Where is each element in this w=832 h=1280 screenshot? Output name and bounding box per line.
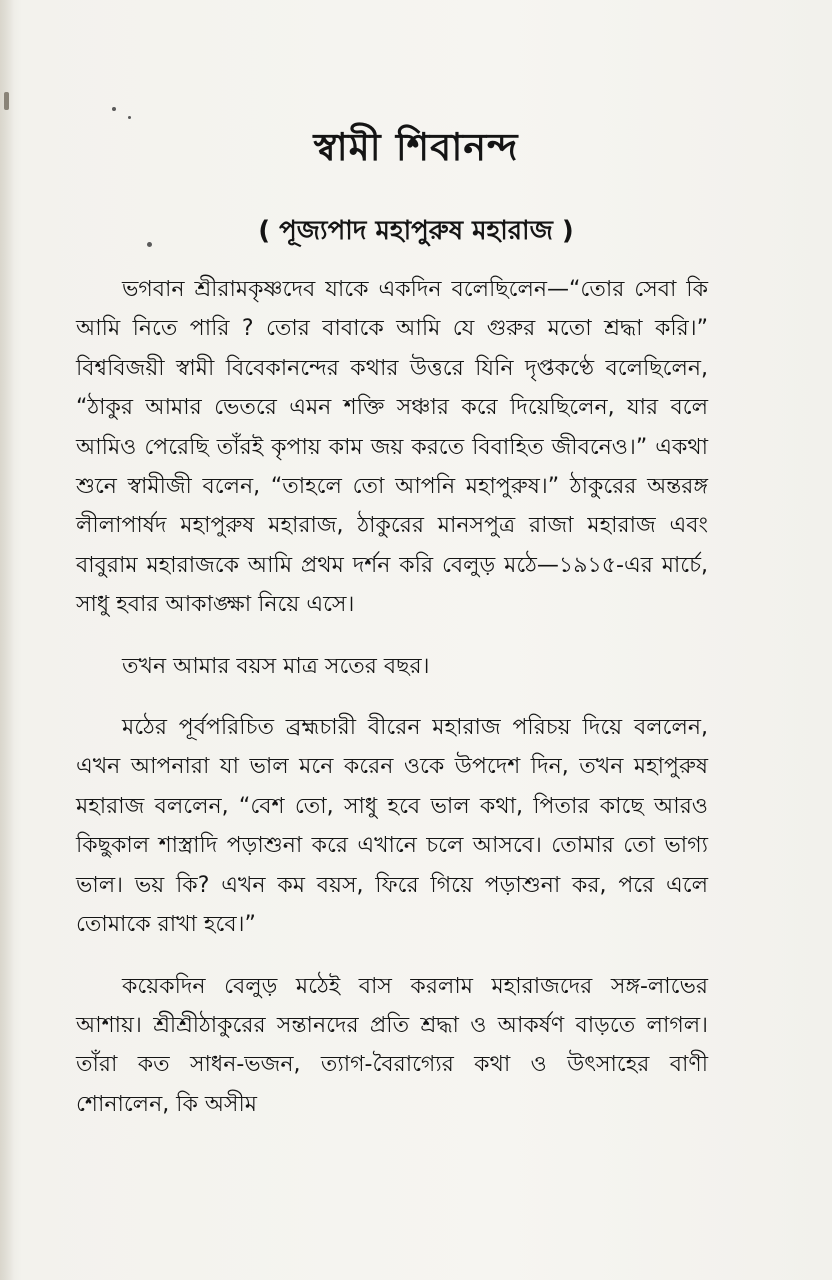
paragraph: ভগবান শ্রীরামকৃষ্ণদেব যাকে একদিন বলেছিলেন—“তোর সেবা কি আমি নিতে পারি ? তোর বাবাকে আমি যে গুরুর মতো শ্রদ্ধা করি।” বিশ্ববিজয়ী স্বামী বিবেকানন্দের কথার উত্তরে যিনি দৃপ্তকণ্ঠে বলেছিলেন, “ঠাকুর আমার ভেতরে এমন শক্তি সঞ্চার করে দিয়েছিলেন, যার বলে আমিও পেরেছি তাঁরই কৃপায় কাম জয় করতে বিবাহিত জীবনেও।” একথা শুনে স্বামীজী বলেন, “তাহলে তো আপনি মহাপুরুষ।” ঠাকুরের অন্তরঙ্গ লীলাপার্ষদ মহাপুরুষ মহারাজ, ঠাকুরের মানসপুত্র রাজা মহারাজ এবং বাবুরাম মহারাজকে আমি প্রথম দর্শন করি বেলুড় মঠে—১৯১৫-এর মার্চে, সাধু হবার আকাঙ্ক্ষা নিয়ে এসে। [76, 277, 708, 618]
paragraph: কয়েকদিন বেলুড় মঠেই বাস করলাম মহারাজদের সঙ্গ-লাভের আশায়। শ্রীশ্রীঠাকুরের সন্তানদের প্রতি শ্রদ্ধা ও আকর্ষণ বাড়তে লাগল। তাঁরা কত সাধন-ভজন, ত্যাগ-বৈরাগ্যের কথা ও উৎসাহের বাণী শোনালেন, কি অসীম [76, 973, 708, 1117]
paragraph: তখন আমার বয়স মাত্র সতের বছর। [122, 653, 430, 679]
paragraph-gap [76, 945, 708, 967]
paragraph: মঠের পূর্বপরিচিত ব্রহ্মচারী বীরেন মহারাজ পরিচয় দিয়ে বললেন, এখন আপনারা যা ভাল মনে করেন ওকে উপদেশ দিন, তখন মহাপুরুষ মহারাজ বললেন, “বেশ তো, সাধু হবে ভাল কথা, পিতার কাছে আরও কিছুকাল শাস্ত্রাদি পড়াশুনা করে এখানে চলে আসবে। তোমার তো ভাগ্য ভাল। ভয় কি? এখন কম বয়স, ফিরে গিয়ে পড়াশুনা কর, পরে এলে তোমাকে রাখা হবে।” [76, 715, 708, 938]
ink-speck [4, 92, 9, 110]
ink-speck [112, 107, 116, 111]
body-text [76, 270, 708, 1124]
page-shadow-edge [0, 0, 14, 1280]
paragraph-gap [76, 625, 708, 647]
page-subtitle: ( পূজ্যপাদ মহাপুরুষ মহারাজ ) [258, 216, 574, 246]
paragraph-gap [76, 686, 708, 708]
page-title: স্বামী শিবানন্দ [313, 125, 519, 169]
